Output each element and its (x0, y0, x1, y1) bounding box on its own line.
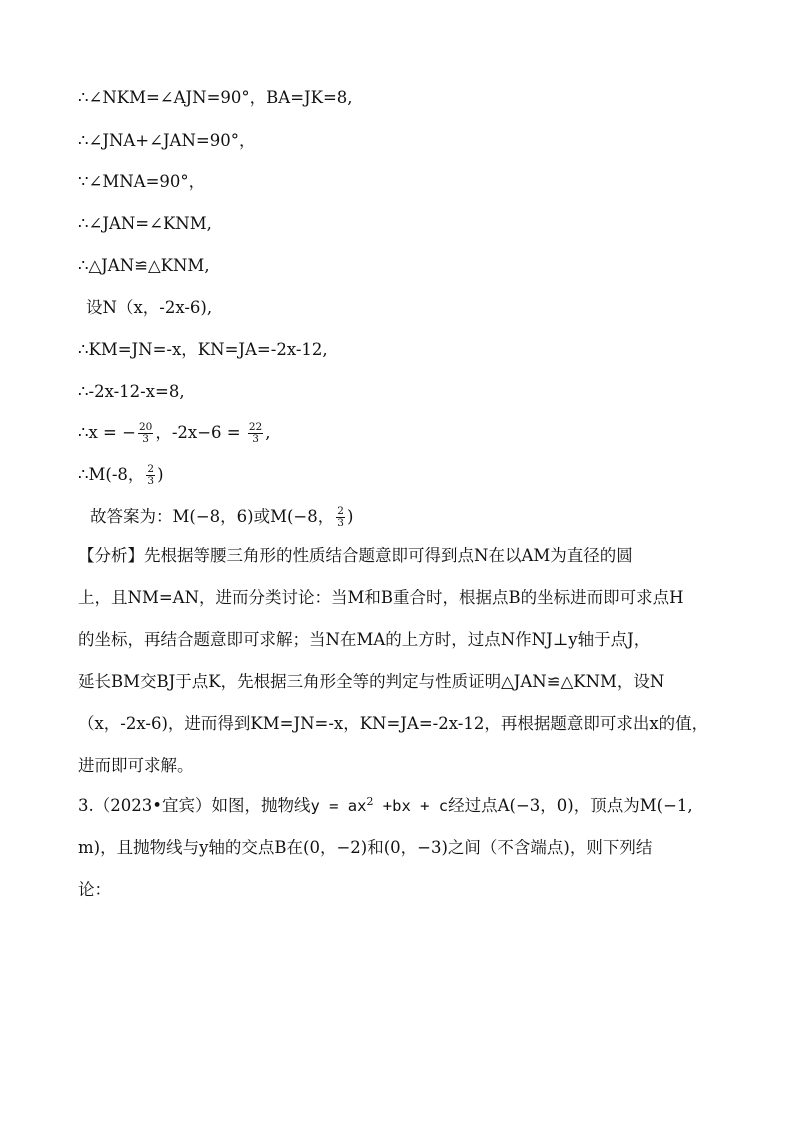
fraction-y (248, 422, 263, 445)
fraction-answer-numerator: 2 (337, 505, 344, 517)
fraction-answer-denominator: 3 (337, 517, 344, 529)
solution-step-4: ∴∠JAN=∠KNM, (78, 214, 212, 233)
problem-3-line-3: 论： (78, 880, 111, 899)
parabola-equation-a: y = ax (310, 797, 367, 815)
problem-3-points: 经过点A(−3，0)，顶点为M(−1, (448, 796, 693, 815)
answer-prefix: 故答案为：M(−8，6)或M(−8， (90, 507, 335, 526)
analysis-line-4: 延长BM交BJ于点K，先根据三角形全等的判定与性质证明△JAN≌△KNM，设N (78, 672, 665, 691)
analysis-line-6: 进而即可求解。 (78, 756, 194, 775)
parabola-exponent: 2 (366, 795, 374, 808)
analysis-line-5: （x，-2x-6)，进而得到KM=JN=-x，KN=JA=-2x-12，再根据题意即可求出x的值， (78, 714, 709, 733)
answer-line (90, 506, 353, 529)
x-line-prefix: ∴x = − (78, 423, 136, 442)
fraction-x-denominator: 3 (142, 433, 149, 445)
problem-3-line-1 (78, 796, 728, 816)
fraction-m-numerator: 2 (147, 463, 155, 475)
fraction-x (138, 422, 153, 445)
solution-step-6: 设N（x，-2x-6), (86, 298, 213, 317)
problem-3-intro: 3.（2023•宜宾）如图，抛物线 (78, 796, 311, 815)
solution-step-2: ∴∠JNA+∠JAN=90°， (78, 131, 256, 150)
m-line-prefix: ∴M(-8， (78, 465, 145, 484)
x-line-middle: ，-2x−6 = (155, 423, 246, 442)
answer-suffix: ) (346, 507, 354, 526)
fraction-y-numerator: 22 (248, 421, 263, 433)
fraction-answer (336, 506, 345, 529)
m-point-line (78, 464, 164, 487)
solution-step-1: ∴∠NKM=∠AJN=90°，BA=JK=8, (78, 88, 353, 107)
fraction-y-denominator: 3 (252, 433, 259, 445)
m-line-suffix: ) (157, 465, 164, 484)
problem-3-line-2: m)，且抛物线与y轴的交点B在(0，−2)和(0，−3)之间（不含端点)，则下列结 (78, 838, 653, 857)
fraction-x-numerator: 20 (138, 421, 153, 433)
fraction-m-denominator: 3 (147, 475, 155, 487)
solution-step-8: ∴-2x-12-x=8, (78, 382, 185, 401)
x-value-line (78, 422, 270, 445)
analysis-line-1: 【分析】先根据等腰三角形的性质结合题意即可得到点N在以AM为直径的圆 (78, 546, 633, 565)
solution-step-3: ∵∠MNA=90°， (78, 172, 206, 191)
fraction-m (146, 464, 155, 487)
solution-step-7: ∴KM=JN=-x，KN=JA=-2x-12, (78, 340, 328, 359)
analysis-line-3: 的坐标，再结合题意即可求解；当N在MA的上方时，过点N作NJ⊥y轴于点J， (78, 630, 651, 649)
solution-step-5: ∴△JAN≌△KNM, (78, 256, 210, 275)
x-line-suffix: , (265, 423, 271, 442)
analysis-line-2: 上，且NM=AN，进而分类讨论：当M和B重合时，根据点B的坐标进而即可求点H (78, 588, 684, 607)
parabola-equation-b: +bx + c (373, 797, 449, 815)
